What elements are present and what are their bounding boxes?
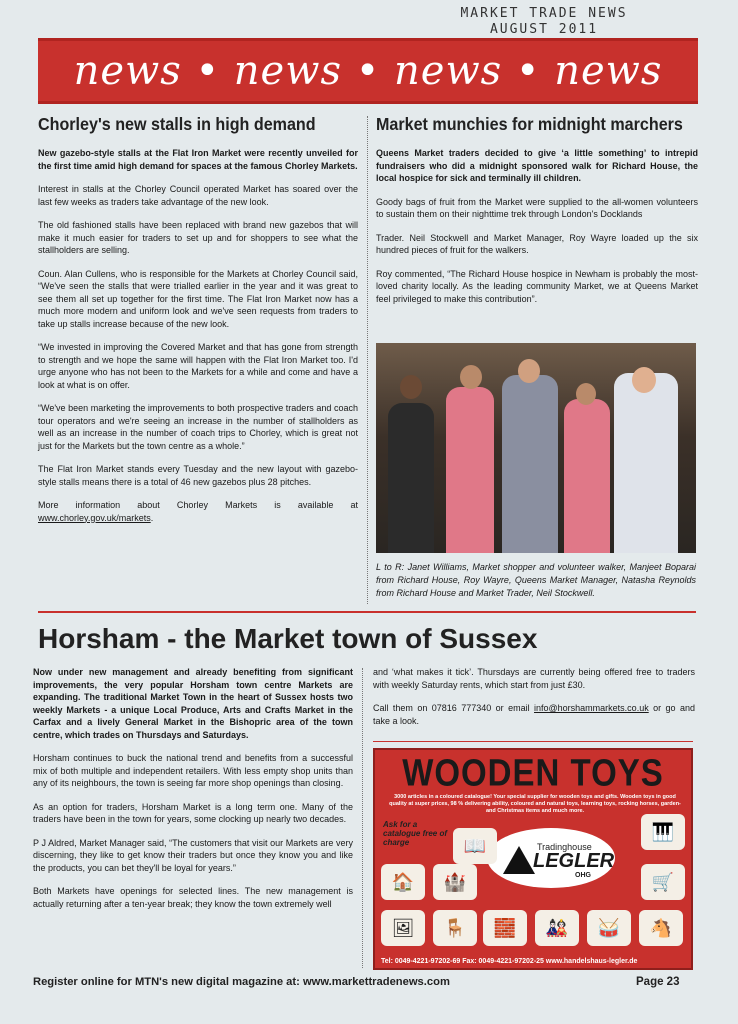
ad-rule	[373, 741, 693, 742]
column-divider-2	[362, 668, 363, 968]
toy-shelf-icon: 🪑	[433, 910, 477, 946]
person-manjeet-head	[460, 365, 482, 389]
call-text: Call them on 07816 777340 or email	[373, 703, 530, 713]
article-horsham-title: Horsham - the Market town of Sussex	[38, 623, 538, 654]
handwritten-note-line1: MARKET TRADE NEWS	[460, 6, 628, 21]
footer-register: Register online for MTN's new digital magazine at: www.markettradenews.com	[33, 976, 450, 988]
ad-brand-suffix: OHG	[575, 872, 591, 879]
article-horsham-p1: Now under new management and already benefiting from significant improvements, the very popular Horsham town centre Markets are expanding. The traditional Market Town in the heart of Sussex hosts two weekly Markets - a unique Local Produce, Arts and Crafts Market in the Carfax and a lively General Market in the Bishopric area of the town centre, which trades on Thursdays and Saturdays.	[33, 667, 353, 740]
toy-blocks-icon: 🧱	[483, 910, 527, 946]
toy-drum-icon: 🥁	[587, 910, 631, 946]
article-horsham-right-p1: and ‘what makes it tick’. Thursdays are currently being offered free to traders with weekly Saturday rents, which start from just £30.	[373, 667, 695, 690]
person-neil	[614, 373, 678, 553]
section-rule	[38, 611, 696, 613]
photo-caption: L to R: Janet Williams, Market shopper and volunteer walker, Manjeet Boparai from Richard House, Roy Wayre, Queens Market Manager, Natasha Reynolds from Richard House and Market Trader, Neil Stockwell.	[376, 562, 696, 598]
article-horsham-p3: As an option for traders, Horsham Market is a long term one. Many of the traders have been in the town for years, some clocking up nearly two decades.	[33, 801, 353, 824]
more-info-end: .	[150, 512, 154, 523]
person-roy-head	[518, 359, 540, 383]
article-horsham-p2: Horsham continues to buck the national trend and benefits from a successful mix of both multiple and independent retailers. With less empty shop units than any of its neighbours, the town is seeing far more shop openings than closing.	[33, 753, 353, 788]
person-natasha	[564, 399, 610, 553]
handwritten-note-line2: AUGUST 2011	[489, 22, 599, 37]
toy-rocking-horse-icon: 🐴	[639, 910, 683, 946]
ad-subtitle: 3000 articles in a coloured catalogue! Your special supplier for wooden toys and gifts. Wooden toys in good quality at super prices, 98 % delivering ability, coloured and natural toys, learning toys, rocking horses, garden- and Christmas items and much more.	[389, 794, 681, 814]
volunteers-photo	[376, 343, 696, 553]
article-chorley-more-info	[38, 499, 358, 524]
article-queens-p1: Queens Market traders decided to give ‘a little something’ to intrepid fundraisers who did a midnight sponsored walk for Richard House, the local hospice for sick and terminally ill children.	[376, 148, 698, 183]
article-horsham-p4: P J Aldred, Market Manager said, “The customers that visit our Markets are very discerning, they like to get know their traders but once they know you and like the products, you can bet they'll be loyal for years.”	[33, 837, 353, 873]
ad-contact: Tel: 0049-4221-97202-69 Fax: 0049-4221-97202-25 www.handelshaus-legler.de	[381, 958, 638, 965]
person-janet-head	[400, 375, 422, 399]
article-queens-p4: Roy commented, “The Richard House hospice in Newham is probably the most-loved charity locally. As the leading community Market, we at Queens Market feel privileged to make this contribution”.	[376, 268, 698, 304]
legler-logo-icon	[503, 846, 535, 874]
person-natasha-head	[576, 383, 596, 405]
article-queens-p3: Trader. Neil Stockwell and Market Manager, Roy Wayre loaded up the six hundred pieces of fruit for the walkers.	[376, 232, 698, 255]
call-end: or go and take a look.	[373, 703, 695, 726]
article-queens-p2: Goody bags of fruit from the Market were supplied to the all-women volunteers to sustain them on their nighttime trek through London's Docklands	[376, 196, 698, 219]
article-chorley-p5: “We invested in improving the Covered Market and that has gone from strength to strength and we hope the same will happen with the Flat Iron Market too. I'd urge anyone who has not been to the Markets for a while and come and have a look at what is on offer.	[38, 342, 358, 390]
article-chorley	[38, 113, 358, 535]
toy-puppet-icon: 🎎	[535, 910, 579, 946]
news-banner-text: news • news • news • news	[73, 48, 663, 94]
person-roy	[502, 375, 558, 553]
page-number: Page 23	[636, 976, 680, 988]
article-horsham-right	[373, 666, 695, 738]
more-info-text: More information about Chorley Markets is available at	[38, 500, 358, 510]
person-neil-head	[632, 367, 656, 393]
toy-dollhouse-icon: 🏠	[381, 864, 425, 900]
ad-ask-catalogue: Ask for a catalogue free of charge	[383, 820, 448, 847]
article-horsham-call	[373, 702, 695, 727]
article-chorley-title: Chorley's new stalls in high demand	[38, 114, 316, 134]
ad-brand: LEGLER	[533, 850, 615, 872]
column-divider	[367, 116, 368, 604]
chorley-markets-link[interactable]: www.chorley.gov.uk/markets	[38, 512, 151, 523]
article-chorley-p3: The old fashioned stalls have been replaced with brand new gazebos that will make it much easier for traders to set up and for shoppers to see what the stallholders are selling.	[38, 220, 358, 255]
article-chorley-p6: “We've been marketing the improvements to both prospective traders and coach tour operators and we're seeing an increase in the number of stallholders as well as an increase in the number of coach trips to Chorley, which is great not just for the Markets but the town centre as a whole.”	[38, 403, 358, 451]
article-queens	[376, 113, 698, 316]
catalogue-icon: 📖	[453, 828, 497, 864]
toy-easel-icon: 🖼	[381, 910, 425, 946]
news-banner	[38, 38, 698, 104]
ad-title: WOODEN TOYS	[402, 751, 664, 794]
ad-tradinghouse: Tradinghouse	[537, 842, 592, 852]
toy-pram-icon: 🛒	[641, 864, 685, 900]
article-chorley-p1: New gazebo-style stalls at the Flat Iron Market were recently unveiled for the first time amid high demand for spaces at the famous Chorley Markets.	[38, 148, 358, 171]
toy-castle-icon: 🏰	[433, 864, 477, 900]
article-queens-title: Market munchies for midnight marchers	[376, 114, 683, 134]
person-manjeet	[446, 387, 494, 553]
article-horsham-left	[33, 666, 353, 921]
article-horsham-p5: Both Markets have openings for selected lines. The new management is actually returning after a ten-year break; they know the town extremely well	[33, 886, 353, 909]
toy-piano-icon: 🎹	[641, 814, 685, 850]
person-janet	[388, 403, 434, 553]
article-chorley-p2: Interest in stalls at the Chorley Council operated Market has soared over the last few weeks as traders take advantage of the new look.	[38, 184, 358, 207]
article-chorley-p7: The Flat Iron Market stands every Tuesday and the new layout with gazebo-style stalls means there is a total of 46 new gazebos plus 28 pitches.	[38, 464, 358, 487]
wooden-toys-ad[interactable]	[373, 748, 693, 970]
handwritten-note	[404, 6, 684, 38]
horsham-email-link[interactable]: info@horshammarkets.co.uk	[534, 703, 649, 713]
article-chorley-p4: Coun. Alan Cullens, who is responsible for the Markets at Chorley Council said, “We've seen the stalls that were trialled earlier in the year and it was great to see them all set up together for the first time. The Flat Iron Market now has a much more modern and uniform look and we've seen requests from traders to take up stalls increase because of the new look.	[38, 268, 358, 329]
